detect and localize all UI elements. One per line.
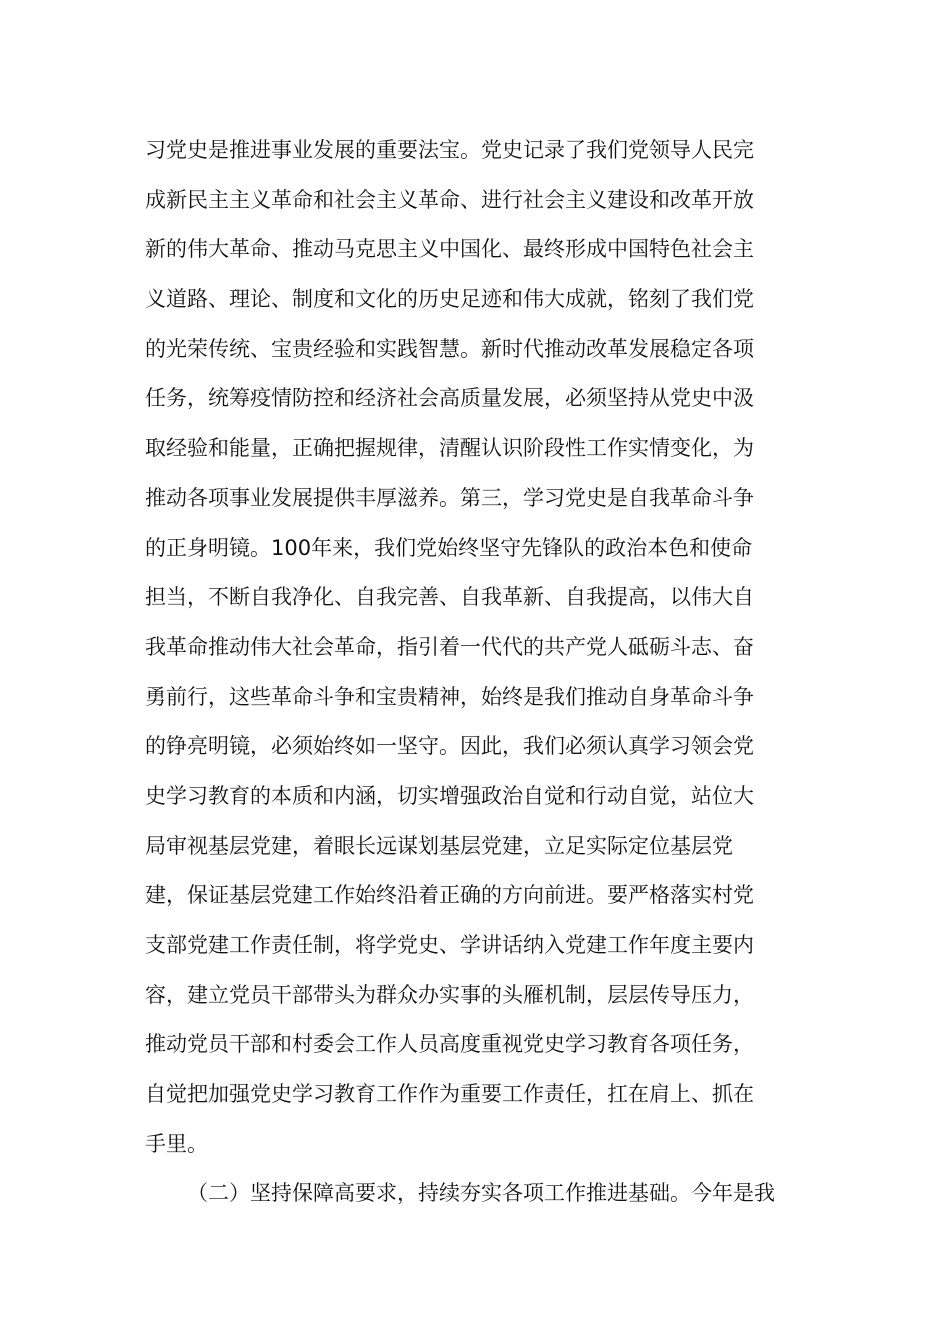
text-line: 自觉把加强党史学习教育工作作为重要工作责任，扛在肩上、抓在 xyxy=(145,1082,754,1107)
text-line: 局审视基层党建，着眼长远谋划基层党建，立足实际定位基层党 xyxy=(145,833,733,858)
text-line: 手里。 xyxy=(145,1131,208,1156)
text-line: 的正身明镜。100年来，我们党始终坚守先锋队的政治本色和使命 xyxy=(145,535,753,560)
text-line: 建，保证基层党建工作始终沿着正确的方向前进。要严格落实村党 xyxy=(145,883,754,908)
paragraph-2 xyxy=(145,1169,810,1219)
text-line: 的光荣传统、宝贵经验和实践智慧。新时代推动改革发展稳定各项 xyxy=(145,336,754,361)
text-line: 我革命推动伟大社会革命，指引着一代代的共产党人砥砺斗志、奋 xyxy=(145,634,754,659)
text-line: 任务，统筹疫情防控和经济社会高质量发展，必须坚持从党史中汲 xyxy=(145,386,754,411)
text-line: 习党史是推进事业发展的重要法宝。党史记录了我们党领导人民完 xyxy=(145,138,754,162)
text-line: 支部党建工作责任制，将学党史、学讲话纳入党建工作年度主要内 xyxy=(145,933,754,957)
paragraph-1 xyxy=(145,126,810,1169)
text-line: 勇前行，这些革命斗争和宝贵精神，始终是我们推动自身革命斗争 xyxy=(145,684,754,709)
text-line: 取经验和能量，正确把握规律，清醒认识阶段性工作实情变化，为 xyxy=(145,436,754,461)
text-line: 担当，不断自我净化、自我完善、自我革新、自我提高，以伟大自 xyxy=(145,585,754,610)
text-line: 义道路、理论、制度和文化的历史足迹和伟大成就，铭刻了我们党 xyxy=(145,287,754,312)
text-line: 史学习教育的本质和内涵，切实增强政治自觉和行动自觉，站位大 xyxy=(145,783,754,808)
text-line: （二）坚持保障高要求，持续夯实各项工作推进基础。今年是我 xyxy=(187,1181,775,1206)
text-line: 容，建立党员干部带头为群众办实事的头雁机制，层层传导压力， xyxy=(145,982,754,1007)
text-line: 的铮亮明镜，必须始终如一坚守。因此，我们必须认真学习领会党 xyxy=(145,734,754,759)
text-line: 成新民主主义革命和社会主义革命、进行社会主义建设和改革开放 xyxy=(145,187,754,212)
text-line: 推动各项事业发展提供丰厚滋养。第三，学习党史是自我革命斗争 xyxy=(145,485,754,510)
body-text xyxy=(145,126,810,1219)
text-line: 新的伟大革命、推动马克思主义中国化、最终形成中国特色社会主 xyxy=(145,237,754,262)
text-line: 推动党员干部和村委会工作人员高度重视党史学习教育各项任务， xyxy=(145,1032,754,1057)
